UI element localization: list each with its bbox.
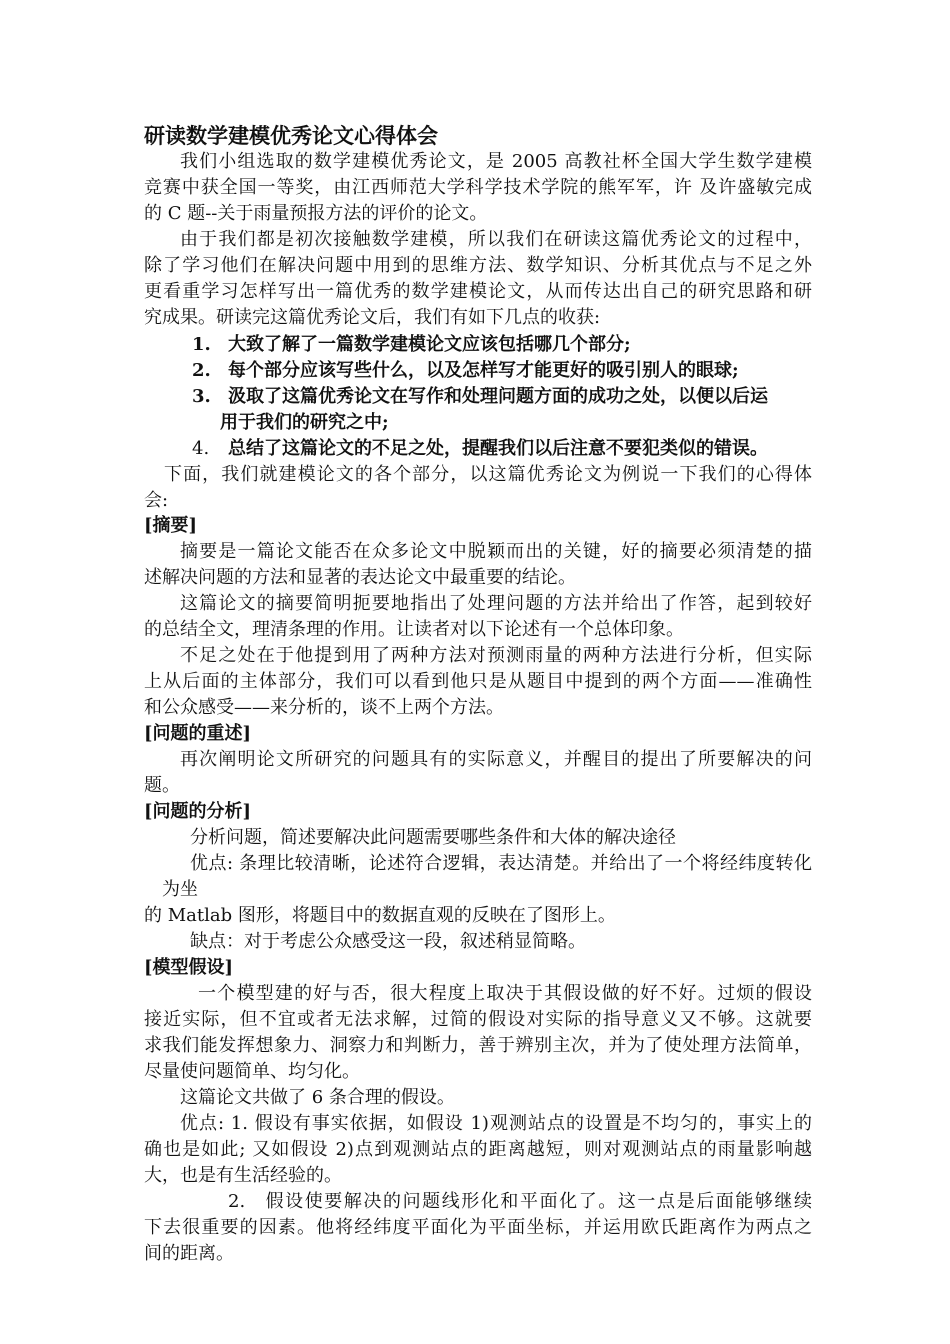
assumptions-p3-line3: 大，也是有生活经验的。 bbox=[144, 1165, 342, 1186]
gain-text: 汲取了这篇优秀论文在写作和处理问题方面的成功之处，以便以后运 bbox=[228, 386, 768, 407]
assumption-text: 假设使要解决的问题线形化和平面化了。这一点是后面能够继续 bbox=[264, 1191, 812, 1212]
analysis-pros-line1: 优点: 条理比较清晰，论述符合逻辑，表达清楚。并给出了一个将经纬度转化 bbox=[190, 853, 812, 874]
intro-p2-line1: 由于我们都是初次接触数学建模，所以我们在研读这篇优秀论文的过程中， bbox=[180, 229, 812, 250]
gain-item-3-continuation: 用于我们的研究之中; bbox=[220, 412, 389, 433]
section-heading-abstract: [摘要] bbox=[144, 515, 198, 536]
section-heading-restatement: [问题的重述] bbox=[144, 723, 252, 744]
analysis-pros-line2: 为坐 bbox=[162, 879, 198, 900]
assumptions-p1-line2: 接近实际，但不宜或者无法求解，过简的假设对实际的指导意义又不够。这就要 bbox=[144, 1009, 812, 1030]
restatement-line2: 题。 bbox=[144, 775, 180, 796]
assumptions-p1-line4: 尽量使问题简单、均匀化。 bbox=[144, 1061, 360, 1082]
intro-p2-line4: 究成果。研读完这篇优秀论文后，我们有如下几点的收获: bbox=[144, 307, 601, 328]
analysis-line1: 分析问题，简述要解决此问题需要哪些条件和大体的解决途径 bbox=[190, 827, 676, 848]
gain-text: 每个部分应该写些什么，以及怎样写才能更好的吸引别人的眼球; bbox=[228, 360, 739, 381]
gain-item-3 bbox=[192, 384, 812, 410]
section-heading-analysis: [问题的分析] bbox=[144, 801, 252, 822]
gain-number: 1. bbox=[192, 334, 211, 355]
abstract-p3-line1: 不足之处在于他提到用了两种方法对预测雨量的两种方法进行分析，但实际 bbox=[180, 645, 812, 666]
abstract-p2-line2: 的总结全文，理清条理的作用。让读者对以下论述有一个总体印象。 bbox=[144, 619, 684, 640]
abstract-p1-line2: 述解决问题的方法和显著的表达论文中最重要的结论。 bbox=[144, 567, 576, 588]
document-title: 研读数学建模优秀论文心得体会 bbox=[144, 123, 438, 148]
assumptions-p4-line1 bbox=[228, 1189, 812, 1215]
section-heading-assumptions: [模型假设] bbox=[144, 957, 234, 978]
assumption-number: 2. bbox=[228, 1191, 246, 1212]
intro-p2-line2: 除了学习他们在解决问题中用到的思维方法、数学知识、分析其优点与不足之外 bbox=[144, 255, 812, 276]
assumptions-p2: 这篇论文共做了 6 条合理的假设。 bbox=[180, 1087, 455, 1108]
intro-p2-line3: 更看重学习怎样写出一篇优秀的数学建模论文，从而传达出自己的研究思路和研 bbox=[144, 281, 812, 302]
gain-item-4 bbox=[192, 436, 812, 462]
gain-text: 大致了解了一篇数学建模论文应该包括哪几个部分; bbox=[228, 334, 631, 355]
restatement-line1: 再次阐明论文所研究的问题具有的实际意义，并醒目的提出了所要解决的问 bbox=[180, 749, 812, 770]
assumptions-p4-line2: 下去很重要的因素。他将经纬度平面化为平面坐标，并运用欧氏距离作为两点之 bbox=[144, 1217, 812, 1238]
abstract-p2-line1: 这篇论文的摘要简明扼要地指出了处理问题的方法并给出了作答，起到较好 bbox=[180, 593, 812, 614]
intro-p1-line3: 的 C 题--关于雨量预报方法的评价的论文。 bbox=[144, 203, 488, 224]
transition-line2: 会: bbox=[144, 490, 169, 511]
gain-item-2 bbox=[192, 358, 812, 384]
gain-item-1 bbox=[192, 332, 812, 358]
assumptions-p3-line2: 确也是如此; 又如假设 2)点到观测站点的距离越短，则对观测站点的雨量影响越 bbox=[144, 1139, 812, 1160]
assumptions-p3-line1: 优点: 1. 假设有事实依据，如假设 1)观测站点的设置是不均匀的，事实上的 bbox=[180, 1113, 812, 1134]
intro-p1-line1: 我们小组选取的数学建模优秀论文，是 2005 高教社杯全国大学生数学建模 bbox=[180, 151, 812, 172]
analysis-cons-line: 缺点：对于考虑公众感受这一段，叙述稍显简略。 bbox=[190, 931, 586, 952]
abstract-p3-line2: 上从后面的主体部分，我们可以看到他只是从题目中提到的两个方面——准确性 bbox=[144, 671, 812, 692]
intro-p1-line2: 竞赛中获全国一等奖，由江西师范大学科学技术学院的熊军军，许 及许盛敏完成 bbox=[144, 177, 812, 198]
gain-number: 2. bbox=[192, 360, 211, 381]
abstract-p3-line3: 和公众感受——来分析的，谈不上两个方法。 bbox=[144, 697, 504, 718]
gain-text: 总结了这篇论文的不足之处，提醒我们以后注意不要犯类似的错误。 bbox=[228, 438, 768, 459]
assumptions-p4-line3: 间的距离。 bbox=[144, 1243, 234, 1264]
assumptions-p1-line1: 一个模型建的好与否，很大程度上取决于其假设做的好不好。过烦的假设 bbox=[198, 983, 812, 1004]
transition-line1: 下面，我们就建模论文的各个部分，以这篇优秀论文为例说一下我们的心得体 bbox=[164, 464, 812, 485]
gain-number: 4. bbox=[192, 438, 210, 459]
abstract-p1-line1: 摘要是一篇论文能否在众多论文中脱颖而出的关键，好的摘要必须清楚的描 bbox=[180, 541, 812, 562]
assumptions-p1-line3: 求我们能发挥想象力、洞察力和判断力，善于辨别主次，并为了使处理方法简单， bbox=[144, 1035, 812, 1056]
gain-number: 3. bbox=[192, 386, 211, 407]
analysis-pros-line3: 的 Matlab 图形，将题目中的数据直观的反映在了图形上。 bbox=[144, 905, 616, 926]
